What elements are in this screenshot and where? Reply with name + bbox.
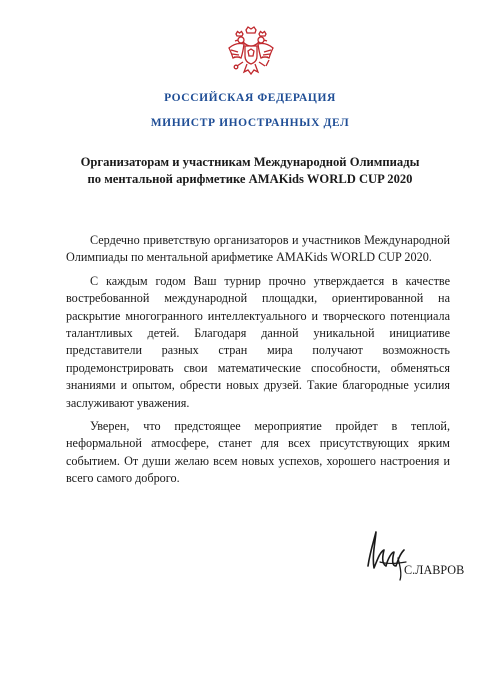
paragraph-3: Уверен, что предстоящее мероприятие пройдет в теплой, неформальной атмосфере, станет для всех присутствующих ярким событием. От души желаю всем новых успехов, хорошего настроения и всего самого доброго. (66, 419, 450, 486)
signature-icon (360, 522, 410, 584)
title-line-2: по ментальной арифметике AMAKids WORLD CUP 2020 (87, 172, 413, 186)
title-line-1: Организаторам и участникам Международной Олимпиады (80, 155, 420, 169)
country-heading: РОССИЙСКАЯ ФЕДЕРАЦИЯ (164, 92, 336, 104)
letter-body (66, 232, 450, 494)
paragraph-2: С каждым годом Ваш турнир прочно утверждается в качестве востребованной международной площадки, ориентированной на раскрытие многогранного интеллектуального и творческого потенциала талантливых детей. Благодаря данной уникальной инициативе представители разных стран мира получают возможность продемонстрировать свои математические способности, обменяться знаниями и опытом, обрести новых друзей. Такие благородные усилия заслуживают уважения. (66, 273, 450, 410)
coat-of-arms-icon (226, 24, 276, 78)
signatory-name: С.ЛАВРОВ (404, 563, 465, 577)
paragraph-1: Сердечно приветствую организаторов и участников Международной Олимпиады по ментальной арифметике AMAKids WORLD CUP 2020. (66, 233, 450, 265)
letter-title (0, 154, 500, 188)
ministry-heading: МИНИСТР ИНОСТРАННЫХ ДЕЛ (150, 117, 350, 129)
